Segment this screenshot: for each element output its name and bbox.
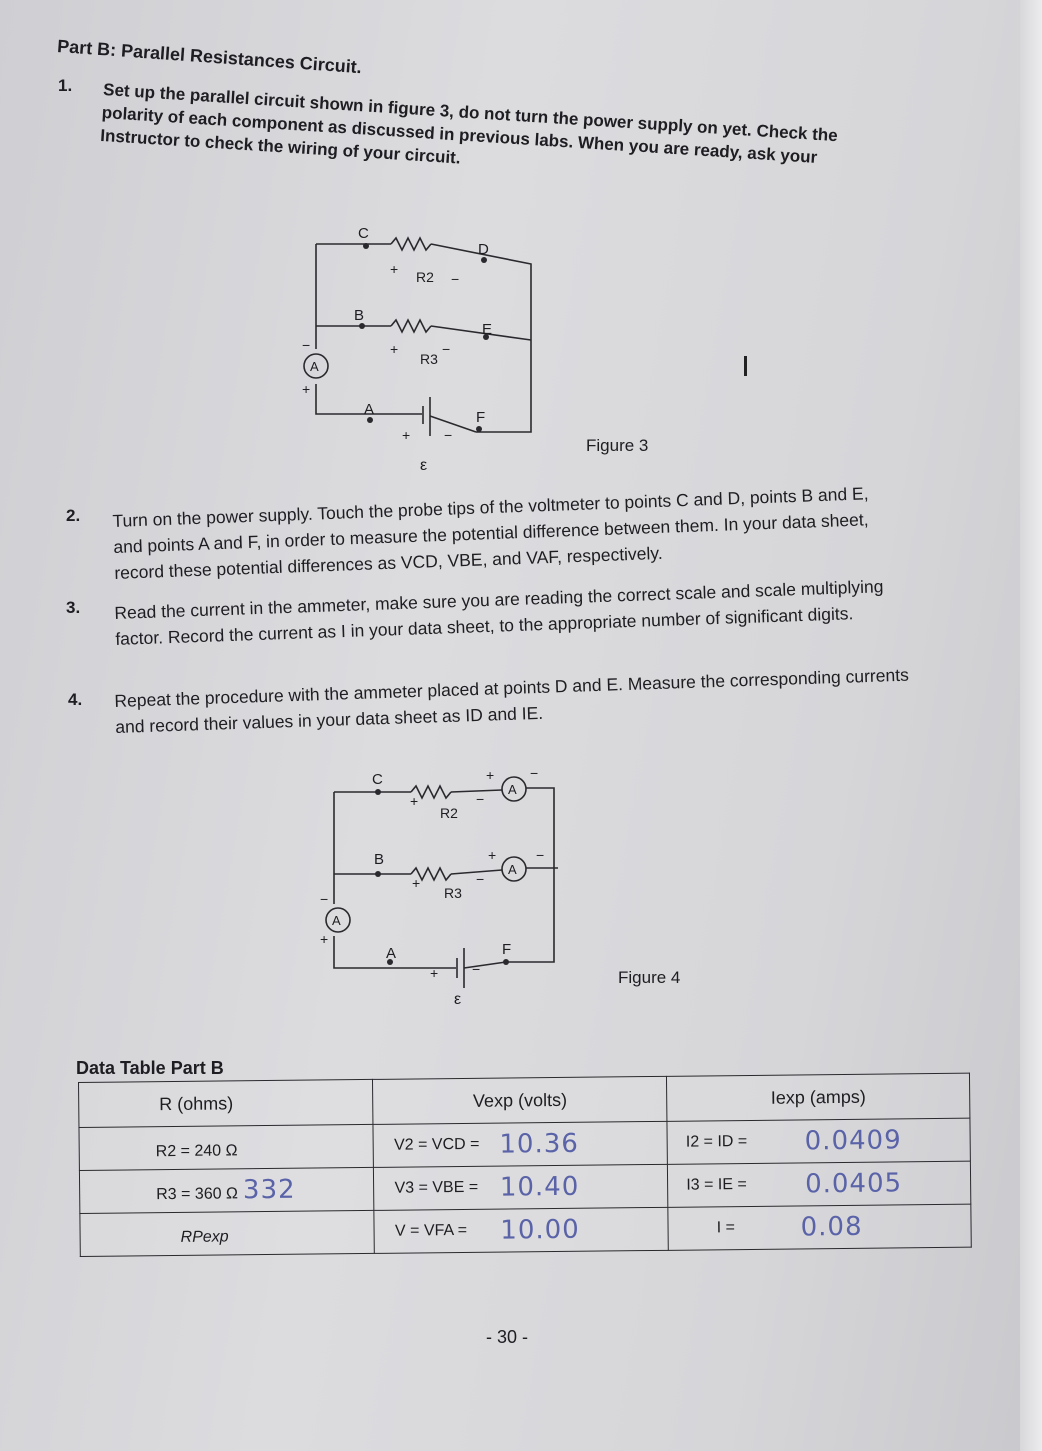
fig3-point-b: B: [354, 307, 365, 324]
cell-v3: [374, 1164, 668, 1210]
figure-3-caption: Figure 3: [586, 436, 649, 455]
fig4-emf-minus: −: [472, 961, 481, 977]
table-row: [80, 1204, 971, 1256]
r3-label: R3 = 360 Ω: [156, 1185, 239, 1204]
header-resistance: R (ohms): [79, 1079, 374, 1127]
v3-label: V3 = VBE =: [394, 1178, 479, 1197]
fig3-r3-label: R3: [420, 351, 438, 367]
vfa-label: V = VFA =: [394, 1221, 468, 1240]
cell-i2: [667, 1118, 970, 1164]
figure-4-caption: Figure 4: [618, 968, 681, 987]
fig4-r2-minus: −: [476, 791, 485, 807]
fig4-ammeter-left-minus: −: [320, 891, 329, 907]
fig3-r3-minus: −: [442, 341, 451, 357]
fig3-point-d: D: [478, 241, 489, 258]
fig4-r3-plus: +: [412, 875, 421, 891]
fig4-ammeter-left: A: [332, 913, 341, 928]
step-4-text: Repeat the procedure with the ammeter placed at points D and E. Measure the corresponding currents and record their values in your data sheet as ID and IE.: [114, 664, 910, 737]
r2-label: R2 = 240 Ω: [155, 1142, 238, 1161]
fig4-ammeter-mid-minus: −: [536, 847, 545, 863]
fig3-emf-label: ε: [420, 457, 428, 474]
i-total-handwritten: 0.08: [800, 1211, 863, 1243]
step-number-1: 1.: [58, 76, 73, 95]
cell-i-total: [668, 1204, 971, 1250]
v2-label: V2 = VCD =: [393, 1135, 480, 1154]
fig3-point-c: C: [358, 225, 369, 242]
fig4-emf-plus: +: [430, 965, 439, 981]
v3-handwritten: 10.40: [499, 1171, 580, 1203]
header-current: Iexp (amps): [667, 1073, 970, 1121]
step-2-text: Turn on the power supply. Touch the probe tips of the voltmeter to points C and D, points B and E, and points A and F, in order to measure the potential difference between them. In your data sheet, record these potential differences as VCD, VBE, and VAF, respectively.: [112, 483, 869, 583]
fig3-r2-minus: −: [451, 271, 460, 287]
i-total-label: I =: [716, 1219, 736, 1237]
i2-handwritten: 0.0409: [804, 1125, 902, 1157]
fig4-r3-label: R3: [444, 885, 462, 901]
i3-label: I3 = IE =: [686, 1176, 747, 1194]
fig3-point-e: E: [482, 321, 493, 338]
step-number-2: 2.: [66, 506, 81, 525]
fig3-r2-label: R2: [416, 269, 434, 285]
fig3-ammeter: A: [310, 359, 319, 374]
cell-rpexp: [80, 1210, 375, 1256]
fig3-ammeter-plus: +: [302, 381, 311, 397]
cell-vfa: [374, 1207, 668, 1253]
step-number-4: 4.: [68, 690, 83, 709]
fig3-r2-plus: +: [390, 261, 399, 277]
rpexp-label: RPexp: [180, 1228, 229, 1246]
fig4-point-b: B: [374, 851, 385, 868]
fig4-ammeter-top-plus: +: [486, 767, 495, 783]
fig4-ammeter-top-minus: −: [530, 765, 539, 781]
cell-i3: [668, 1161, 971, 1207]
fig4-ammeter-top: A: [508, 782, 517, 797]
fig3-emf-minus: −: [444, 427, 453, 443]
fig4-r3-minus: −: [476, 871, 485, 887]
fig3-r3-plus: +: [390, 341, 399, 357]
fig3-emf-plus: +: [402, 427, 411, 443]
fig4-point-c: C: [372, 771, 383, 788]
fig4-point-a: A: [386, 945, 397, 962]
figure-3-circuit: [296, 224, 556, 479]
v2-handwritten: 10.36: [499, 1128, 580, 1160]
data-table: [78, 1073, 972, 1257]
vfa-handwritten: 10.00: [500, 1214, 580, 1246]
i2-label: I2 = ID =: [685, 1132, 748, 1151]
page-number: - 30 -: [486, 1327, 529, 1347]
fig3-ammeter-minus: −: [302, 337, 311, 353]
step-3-text: Read the current in the ammeter, make sure you are reading the correct scale and scale multiplying factor. Record the current as I in your data sheet, to the appropriate number of significant digits.: [114, 576, 884, 649]
pen-mark: [744, 356, 747, 376]
fig4-ammeter-mid-plus: +: [488, 847, 497, 863]
fig4-emf-label: ε: [454, 991, 462, 1008]
data-table-title: Data Table Part B: [76, 1058, 224, 1078]
fig3-point-a: A: [364, 401, 375, 418]
fig4-ammeter-left-plus: +: [320, 931, 329, 947]
cell-r2: [79, 1124, 374, 1170]
cell-r3: [79, 1167, 374, 1213]
r3-handwritten: 332: [242, 1174, 296, 1206]
page-edge: [1020, 0, 1042, 1451]
fig4-point-f: F: [502, 941, 512, 958]
i3-handwritten: 0.0405: [804, 1168, 903, 1200]
cell-v2: [373, 1121, 667, 1167]
fig4-ammeter-mid: A: [508, 862, 517, 877]
figure-4-circuit: [316, 764, 586, 1014]
fig4-r2-label: R2: [440, 805, 458, 821]
step-number-3: 3.: [66, 598, 81, 617]
section-heading: Part B: Parallel Resistances Circuit.: [56, 36, 363, 78]
fig3-point-f: F: [476, 409, 486, 426]
header-voltage: Vexp (volts): [373, 1076, 667, 1124]
step-1-text: Set up the parallel circuit shown in figure 3, do not turn the power supply on yet. Check the polarity of each component as discussed in previous labs. When you are ready, ask your Instructor to check the wiring of your circuit.: [99, 79, 839, 168]
fig4-r2-plus: +: [410, 793, 419, 809]
